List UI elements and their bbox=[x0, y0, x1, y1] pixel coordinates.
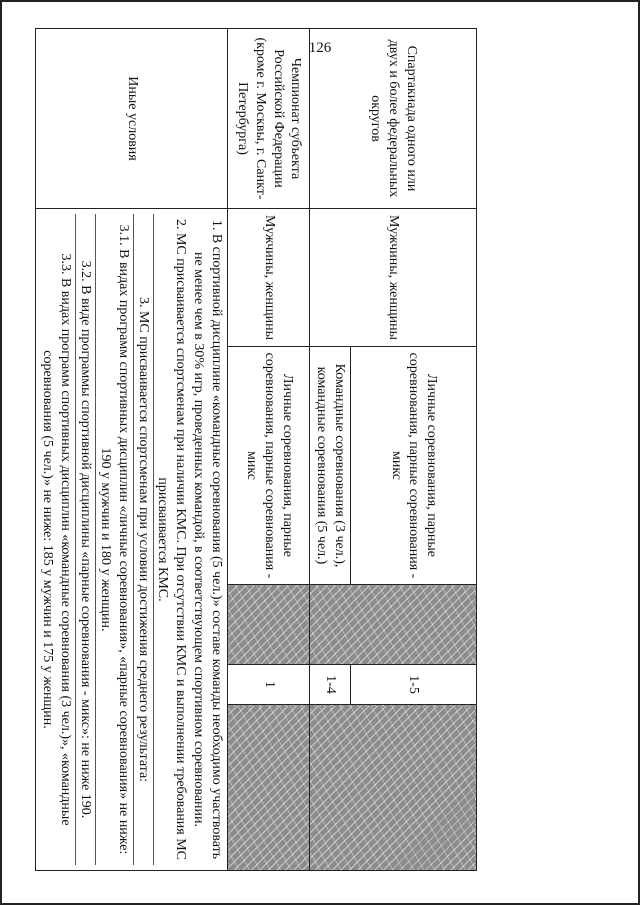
condition-item: 3.3. В видах программ спортивных дисциплин «командные соревнования (3 чел.)», «командные соревнования (5 чел.)» не ниже: 185 у мужчин и 175 у женщин. bbox=[38, 214, 76, 865]
place-cell: 1 bbox=[228, 665, 310, 705]
condition-item: 3.2. В виде программы спортивной дисциплины «парные соревнования - микс»: не ниже 190. bbox=[76, 214, 96, 865]
participants-cell: Мужчины, женщины bbox=[310, 209, 477, 347]
table-row bbox=[36, 29, 228, 871]
other-conditions-label: Иные условия bbox=[36, 29, 228, 209]
table-row bbox=[351, 29, 477, 871]
condition-item: 2. МС присваивается спортсменам при наличии КМС. При отсутствии КМС и выполнении требования МС присваивается КМС. bbox=[155, 218, 189, 861]
hatched-cell bbox=[310, 705, 477, 871]
condition-item: 1. В спортивной дисциплине «командные соревнования (5 чел.)» составе команды необходимо участвовать не менее чем в 30% игр, проведенных командой, в соответствующем спортивном соревновании. bbox=[191, 219, 225, 860]
other-conditions-text bbox=[36, 209, 228, 871]
discipline-cell: Личные соревнования, парные соревнования, парные соревнования - микс bbox=[351, 347, 477, 585]
table-row bbox=[228, 29, 310, 871]
condition-item: 3.1. В видах программ спортивных дисциплин «личные соревнования», «парные соревнования» не ниже: 190 у мужчин и 180 у женщин. bbox=[96, 214, 134, 865]
qualification-table bbox=[35, 28, 477, 871]
page-number: 126 bbox=[308, 40, 332, 56]
hatched-cell bbox=[228, 705, 310, 871]
competition-cell: Спартакиада одного или двух и более федеральных округов bbox=[310, 29, 477, 209]
hatched-cell bbox=[310, 585, 477, 665]
discipline-cell: Личные соревнования, парные соревнования, парные соревнования - микс bbox=[228, 347, 310, 585]
place-cell: 1-5 bbox=[351, 665, 477, 705]
participants-cell: Мужчины, женщины bbox=[228, 209, 310, 347]
condition-item: 3. МС присваивается спортсменам при условии достижения среднего результата: bbox=[134, 214, 154, 865]
competition-cell: Чемпионат субъекта Российской Федерации (кроме г. Москвы, г. Санкт-Петербурга) bbox=[228, 29, 310, 209]
hatched-cell bbox=[228, 585, 310, 665]
place-cell: 1-4 bbox=[310, 665, 351, 705]
discipline-cell: Командные соревнования (3 чел.), командные соревнования (5 чел.) bbox=[310, 347, 351, 585]
rotated-table-wrapper bbox=[40, 28, 477, 870]
